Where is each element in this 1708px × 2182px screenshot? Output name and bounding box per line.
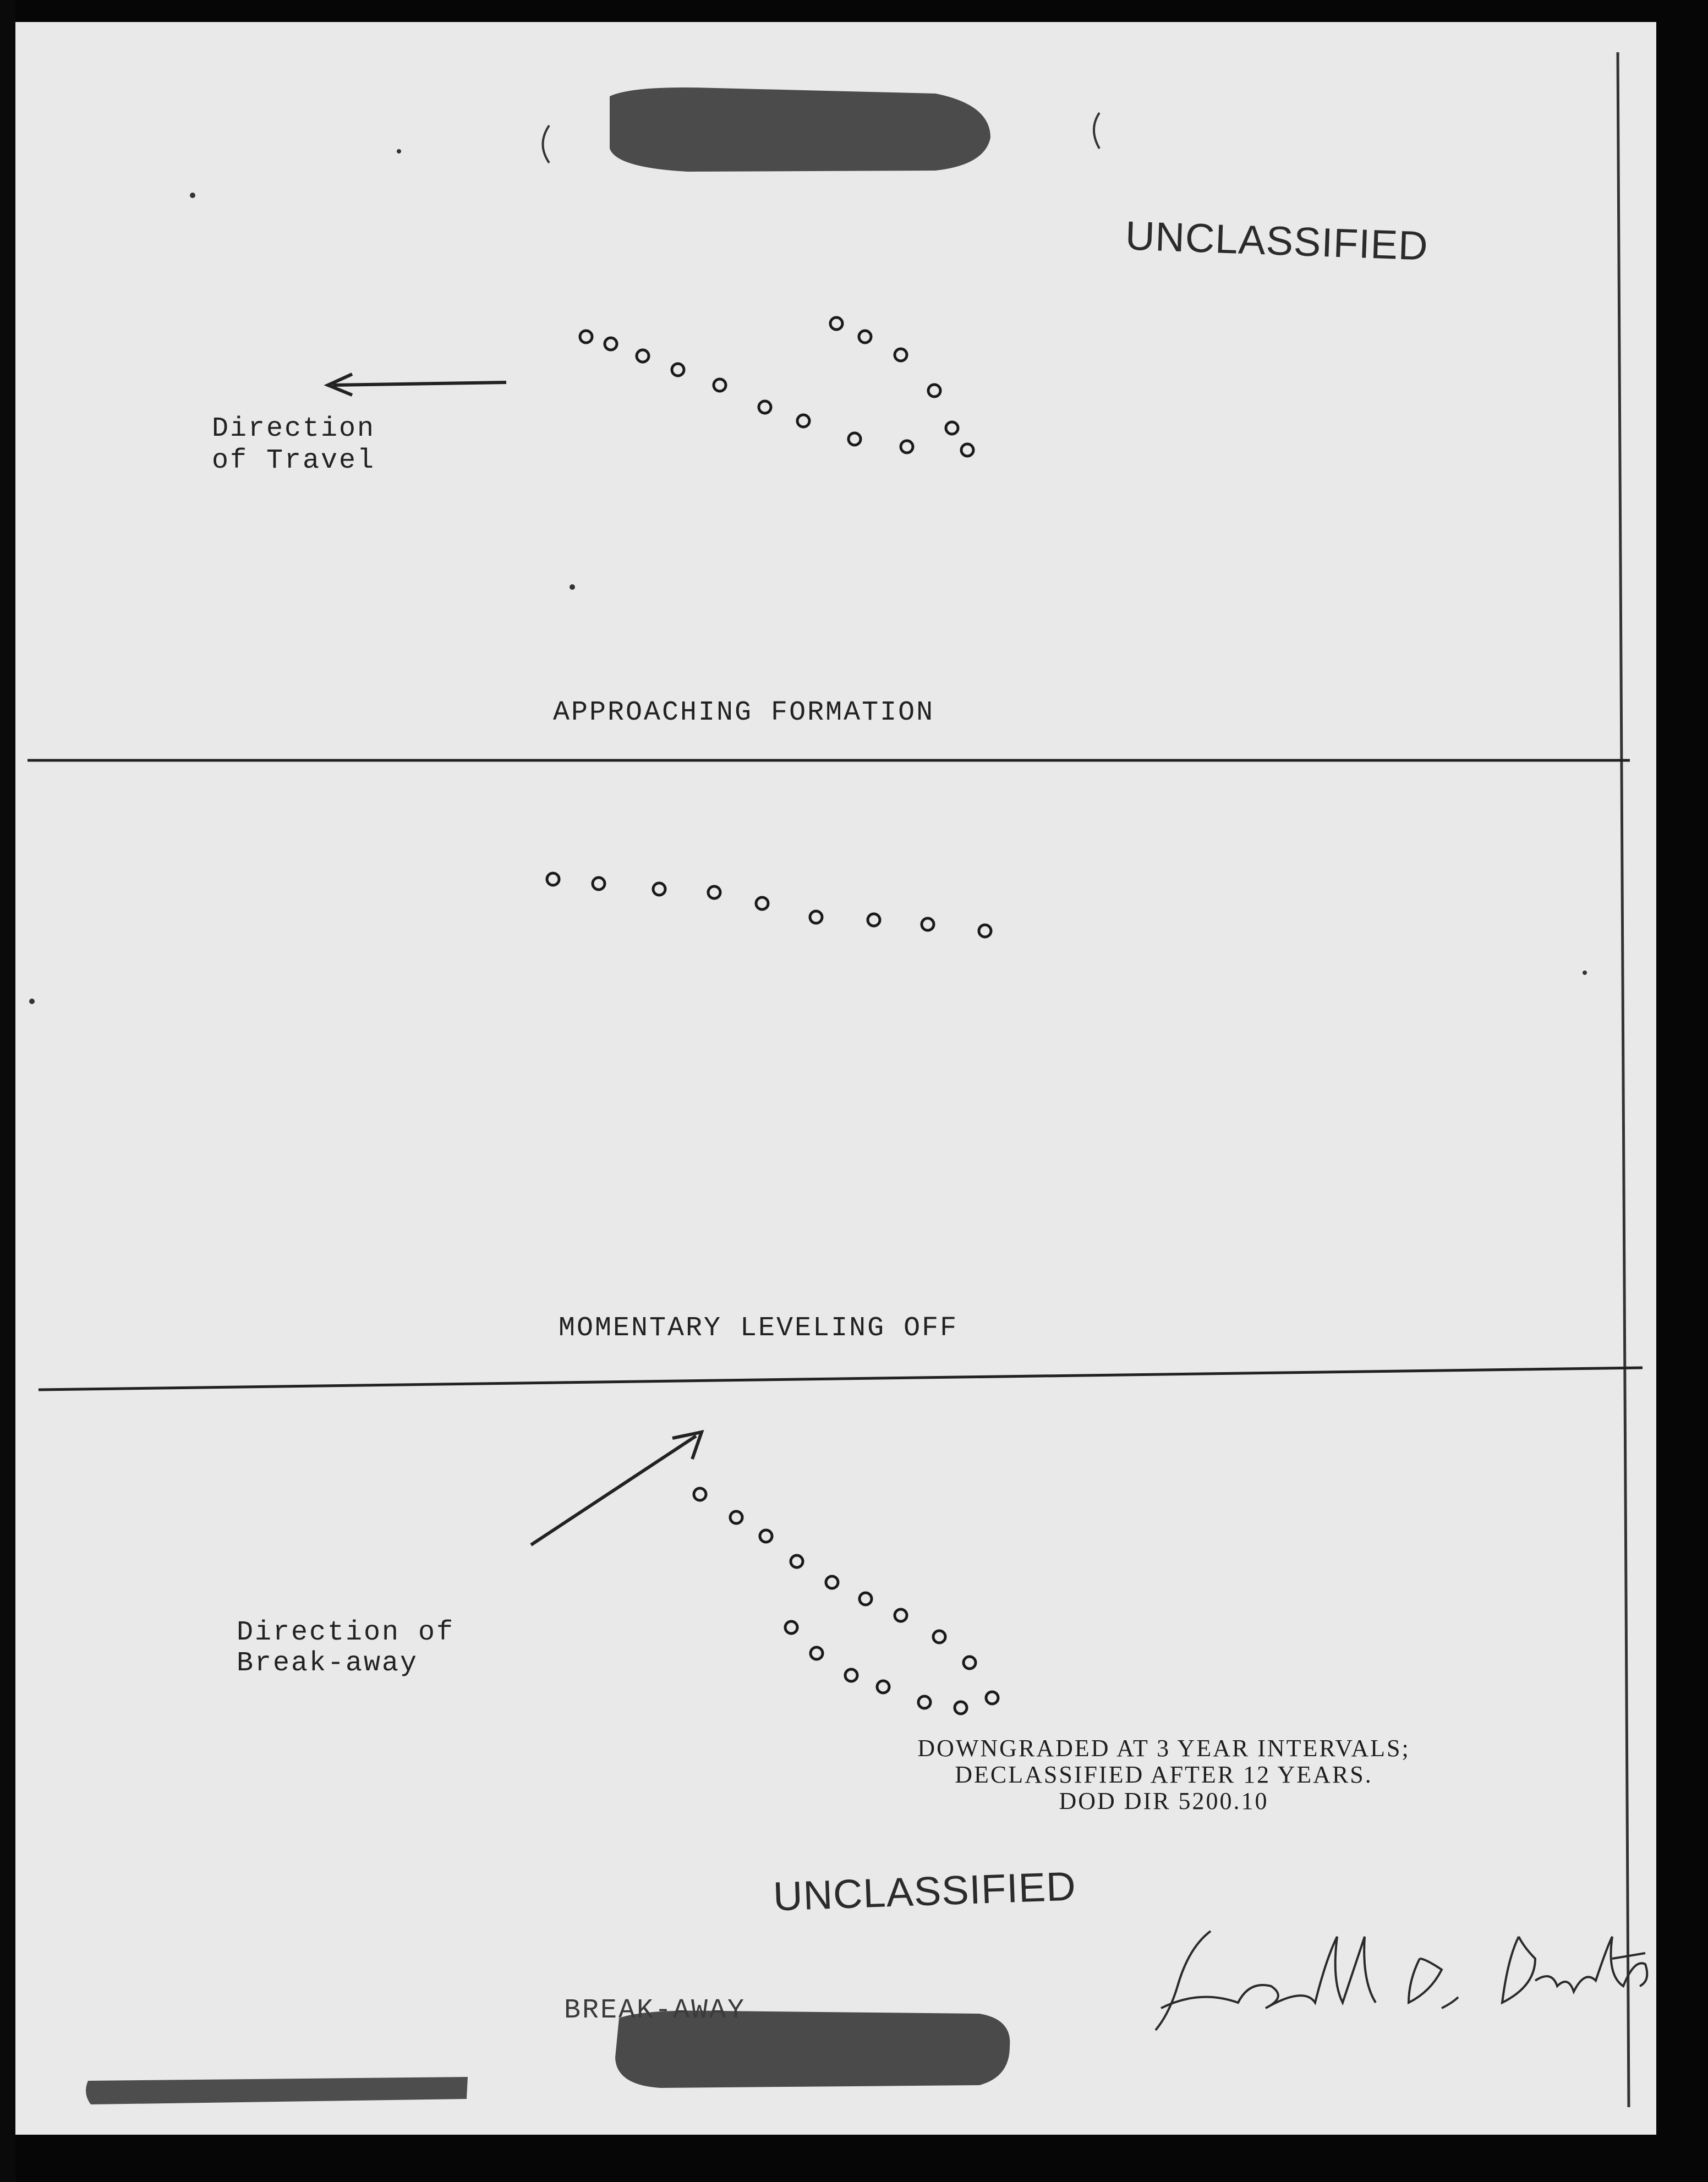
- aircraft-dot: [580, 331, 592, 343]
- right-border: [1656, 0, 1708, 2182]
- aircraft-dot: [901, 441, 913, 453]
- caption-approaching-formation: APPROACHING FORMATION: [553, 697, 935, 728]
- speck: [397, 149, 401, 153]
- aircraft-dot: [791, 1555, 803, 1567]
- aircraft-dot: [946, 422, 958, 434]
- aircraft-dot: [637, 350, 649, 362]
- top-right-paren: [1094, 113, 1099, 149]
- aircraft-dot: [918, 1696, 930, 1708]
- downgrade-notice-line-3: DOD DIR 5200.10: [1059, 1788, 1269, 1814]
- aircraft-dot: [756, 897, 768, 909]
- speck: [29, 999, 35, 1004]
- aircraft-dot: [895, 1609, 907, 1621]
- aircraft-dot: [653, 883, 665, 895]
- downgrade-notice-line-2: DECLASSIFIED AFTER 12 YEARS.: [955, 1761, 1373, 1788]
- aircraft-dot: [605, 338, 617, 350]
- aircraft-dot: [760, 1530, 772, 1542]
- aircraft-dot: [933, 1631, 945, 1643]
- aircraft-dot: [730, 1511, 742, 1523]
- aircraft-dot: [928, 385, 940, 397]
- direction-of-travel-line-1: Direction: [212, 413, 376, 445]
- aircraft-dot: [708, 886, 720, 898]
- aircraft-dot: [811, 1647, 823, 1659]
- speck: [190, 193, 195, 198]
- aircraft-dot: [547, 873, 559, 885]
- aircraft-dot: [986, 1692, 998, 1704]
- divider-line-2: [39, 1368, 1643, 1390]
- aircraft-dot: [810, 911, 822, 923]
- aircraft-dot: [714, 379, 726, 391]
- aircraft-dot: [895, 349, 907, 361]
- aircraft-dot: [922, 918, 934, 930]
- breakaway-arrow-head: [672, 1432, 702, 1459]
- bottom-border: [0, 2135, 1708, 2182]
- aircraft-dot: [845, 1669, 857, 1681]
- caption-break-away: BREAK-AWAY: [564, 1995, 746, 2026]
- aircraft-dot: [877, 1681, 889, 1693]
- aircraft-dot: [672, 364, 684, 376]
- unclassified-stamp-top: UNCLASSIFIED: [1124, 212, 1429, 269]
- aircraft-dot: [830, 317, 842, 330]
- direction-of-breakaway-line-2: Break-away: [237, 1648, 419, 1679]
- top-redaction-mark: [610, 87, 990, 172]
- aircraft-dot: [955, 1702, 967, 1714]
- travel-arrow-shaft: [333, 382, 506, 385]
- right-rule-line: [1618, 52, 1629, 2107]
- aircraft-dots: [547, 317, 998, 1714]
- aircraft-dot: [593, 878, 605, 890]
- aircraft-dot: [797, 415, 809, 427]
- aircraft-dot: [759, 401, 771, 413]
- speck: [1583, 971, 1587, 975]
- aircraft-dot: [961, 444, 973, 456]
- aircraft-dot: [826, 1576, 838, 1588]
- aircraft-dot: [860, 1593, 872, 1605]
- aircraft-dot: [964, 1657, 976, 1669]
- aircraft-dot: [868, 914, 880, 926]
- top-left-paren: [543, 125, 550, 163]
- top-border: [0, 0, 1708, 22]
- direction-of-travel-line-2: of Travel: [212, 445, 376, 476]
- caption-momentary-leveling-off: MOMENTARY LEVELING OFF: [559, 1313, 959, 1344]
- bottom-left-redaction-mark: [86, 2077, 468, 2104]
- aircraft-dot: [859, 331, 871, 343]
- direction-of-breakaway-line-1: Direction of: [237, 1617, 455, 1648]
- speck: [570, 584, 575, 590]
- aircraft-dot: [785, 1621, 797, 1633]
- aircraft-dot: [694, 1488, 706, 1500]
- downgrade-notice-line-1: DOWNGRADED AT 3 YEAR INTERVALS;: [917, 1735, 1410, 1762]
- breakaway-arrow-shaft: [531, 1436, 696, 1545]
- left-border: [0, 0, 15, 2182]
- signature-scribble: [1156, 1931, 1647, 2030]
- aircraft-dot: [848, 433, 861, 445]
- aircraft-dot: [979, 925, 991, 937]
- unclassified-stamp-bottom: UNCLASSIFIED: [772, 1863, 1077, 1920]
